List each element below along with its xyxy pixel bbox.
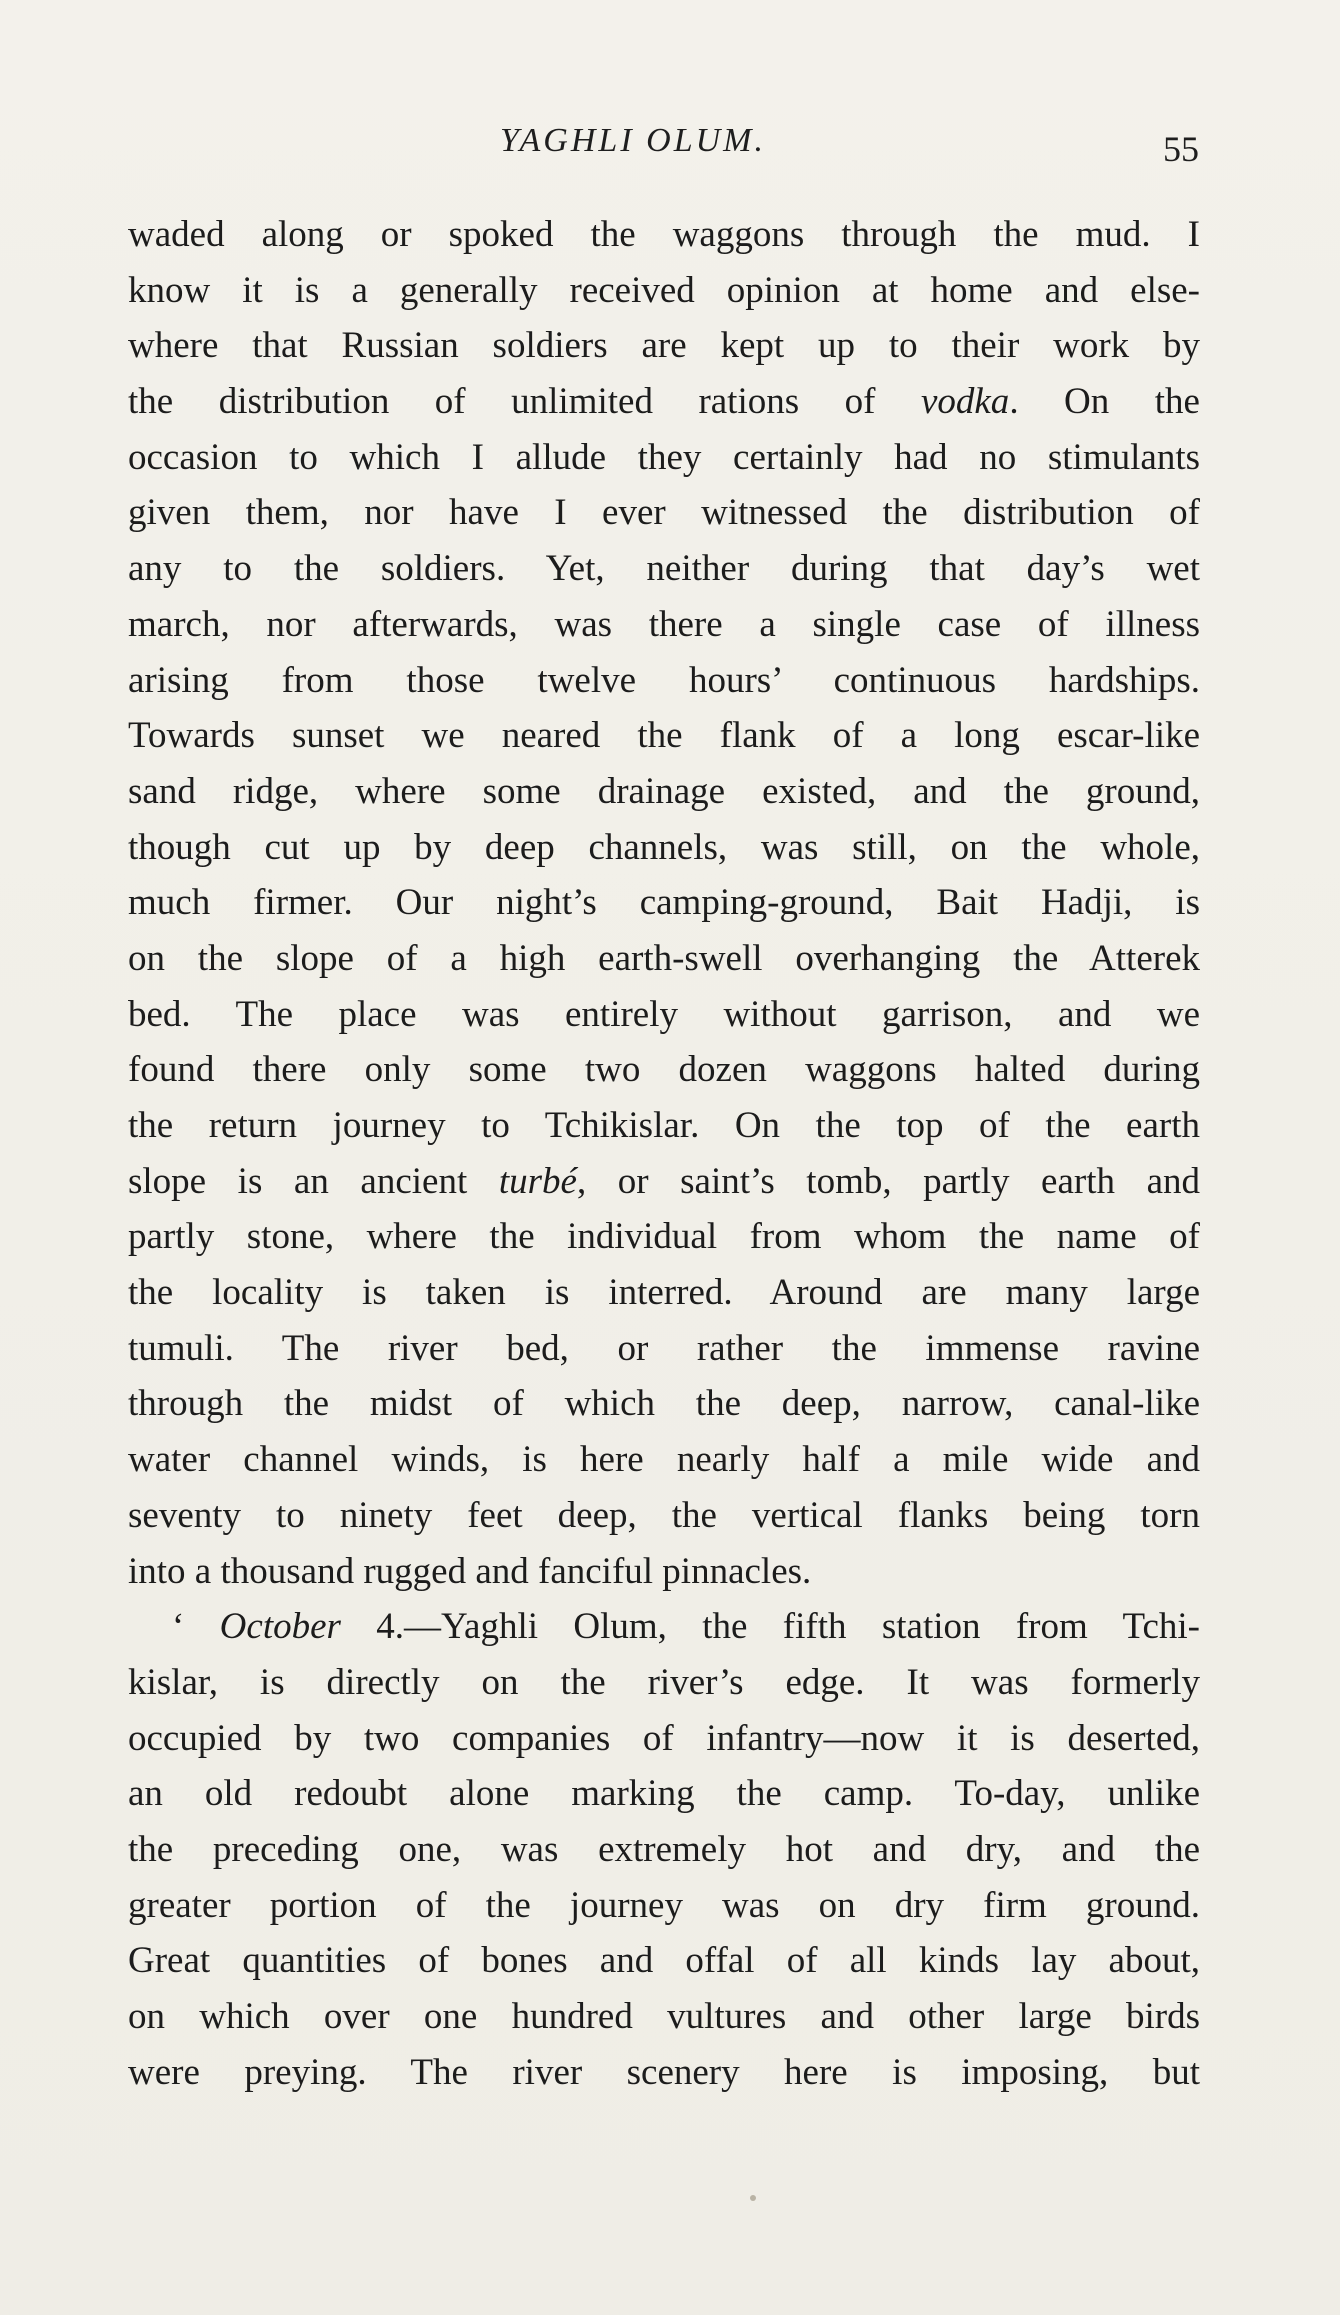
text-line: arising from those twelve hours’ continuous hardships. [128, 659, 1200, 701]
text-line: the return journey to Tchikislar. On the top of the earth [128, 1105, 1200, 1146]
text-line: water channel winds, is here nearly half a mile wide and [128, 1439, 1200, 1481]
text-line: where that Russian soldiers are kept up to their work by [128, 325, 1200, 367]
text-run: slope is an ancient [128, 1160, 499, 1202]
paper-speck [750, 2195, 756, 2201]
text-line: occasion to which I allude they certainly had no stimulants [128, 436, 1200, 478]
text-line: bed. The place was entirely without garrison, and we [128, 993, 1200, 1035]
text-line: sand ridge, where some drainage existed, and the ground, [128, 770, 1200, 812]
text-line: an old redoubt alone marking the camp. To-day, unlike [128, 1773, 1200, 1815]
italic-term: vodka [920, 381, 1010, 423]
body-text [128, 207, 1200, 2100]
italic-term: turbé [498, 1160, 577, 1202]
text-line: know it is a generally received opinion at home and else- [128, 269, 1200, 311]
text-line: though cut up by deep channels, was still, on the whole, [128, 826, 1200, 868]
text-line: the preceding one, was extremely hot and dry, and the [128, 1828, 1200, 1870]
text-line: kislar, is directly on the river’s edge. It was formerly [128, 1661, 1200, 1703]
text-run: 4.—Yaghli Olum, the fifth station from Tchi- [340, 1606, 1200, 1648]
text-line: march, nor afterwards, was there a single case of illness [128, 603, 1200, 645]
text-line: the locality is taken is interred. Around are many large [128, 1272, 1200, 1314]
text-line [128, 1154, 1200, 1210]
text-line: seventy to ninety feet deep, the vertical flanks being torn [128, 1494, 1200, 1536]
text-line: on which over one hundred vultures and other large birds [128, 1996, 1200, 2037]
running-head [0, 118, 1340, 178]
text-line: were preying. The river scenery here is imposing, but [128, 2051, 1200, 2093]
text-run: ‘ [172, 1606, 220, 1648]
text-line: partly stone, where the individual from whom the name of [128, 1216, 1200, 1258]
text-line: Towards sunset we neared the flank of a long escar-like [128, 715, 1200, 757]
text-line: occupied by two companies of infantry—now it is deserted, [128, 1717, 1200, 1759]
italic-term: October [219, 1606, 341, 1648]
text-line: tumuli. The river bed, or rather the immense ravine [128, 1327, 1200, 1369]
page-number: 55 [1163, 129, 1199, 169]
text-line: on the slope of a high earth-swell overhanging the Atterek [128, 937, 1200, 979]
text-line: given them, nor have I ever witnessed the distribution of [128, 492, 1200, 534]
text-run: , or saint’s tomb, partly earth and [576, 1160, 1200, 1202]
running-title: YAGHLI OLUM. [500, 122, 766, 159]
text-line: waded along or spoked the waggons through the mud. I [128, 214, 1200, 255]
text-line [128, 374, 1200, 430]
text-line: greater portion of the journey was on dry firm ground. [128, 1884, 1200, 1926]
text-run: the distribution of unlimited rations of [128, 381, 921, 423]
text-line: Great quantities of bones and offal of all kinds lay about, [128, 1940, 1200, 1982]
text-line: much firmer. Our night’s camping-ground, Bait Hadji, is [128, 882, 1200, 924]
text-run: . On the [1009, 381, 1200, 423]
text-line: any to the soldiers. Yet, neither during that day’s wet [128, 548, 1200, 590]
paragraph-end-line: into a thousand rugged and fanciful pinnacles. [128, 1550, 812, 1592]
text-line: through the midst of which the deep, narrow, canal-like [128, 1383, 1200, 1425]
paragraph-start-line [128, 1599, 1200, 1655]
text-line: found there only some two dozen waggons halted during [128, 1049, 1200, 1091]
